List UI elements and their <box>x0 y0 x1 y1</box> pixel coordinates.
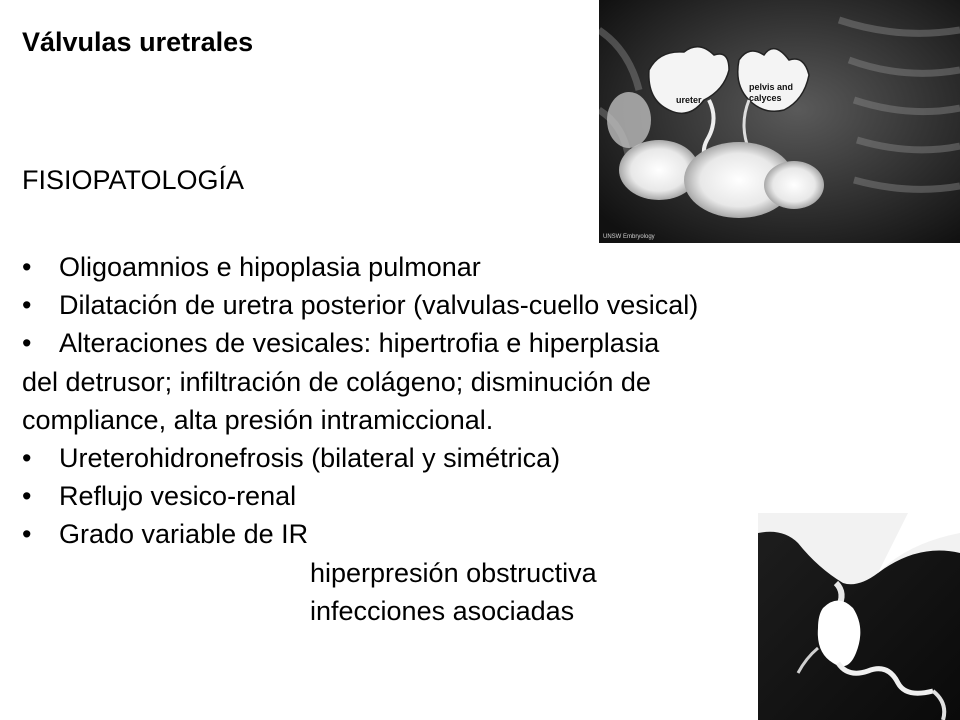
bullet-line <box>22 477 952 515</box>
sub-item-text: hiperpresión obstructiva <box>310 557 597 588</box>
continuation-line <box>22 401 952 439</box>
xray-bottom-image <box>758 513 960 720</box>
sub-item-text: infecciones asociadas <box>310 595 575 626</box>
label-pelvis-2: calyces <box>749 93 782 103</box>
bullet-line <box>22 439 952 477</box>
continuation-text: del detrusor; infiltración de colágeno; disminución de <box>22 366 651 397</box>
bullet-mark: • <box>22 290 32 321</box>
bullet-text: Reflujo vesico-renal <box>59 481 297 512</box>
image-credit: UNSW Embryology <box>603 234 655 240</box>
label-pelvis-1: pelvis and <box>749 82 794 92</box>
bullet-mark: • <box>22 328 32 359</box>
bullet-text: Alteraciones de vesicales: hipertrofia e hiperplasia <box>59 328 660 359</box>
slide-title: Válvulas uretrales <box>22 27 254 57</box>
label-ureter: ureter <box>676 95 702 105</box>
bullet-text: Grado variable de IR <box>59 519 309 550</box>
continuation-line <box>22 363 952 401</box>
bullet-mark: • <box>22 252 32 282</box>
bullet-line <box>22 248 952 286</box>
bullet-line <box>22 324 952 362</box>
bullet-mark: • <box>22 442 32 473</box>
continuation-text: compliance, alta presión intramiccional. <box>22 404 494 435</box>
bullet-text: Dilatación de uretra posterior (valvulas-cuello vesical) <box>59 290 699 321</box>
bullet-text: Oligoamnios e hipoplasia pulmonar <box>59 252 481 282</box>
bullet-line <box>22 286 952 324</box>
bullet-mark: • <box>22 481 32 512</box>
bullet-mark: • <box>22 519 32 550</box>
bullet-text: Ureterohidronefrosis (bilateral y simétrica) <box>59 442 561 473</box>
xray-top-image <box>599 0 960 243</box>
section-heading: FISIOPATOLOGÍA <box>22 165 245 195</box>
